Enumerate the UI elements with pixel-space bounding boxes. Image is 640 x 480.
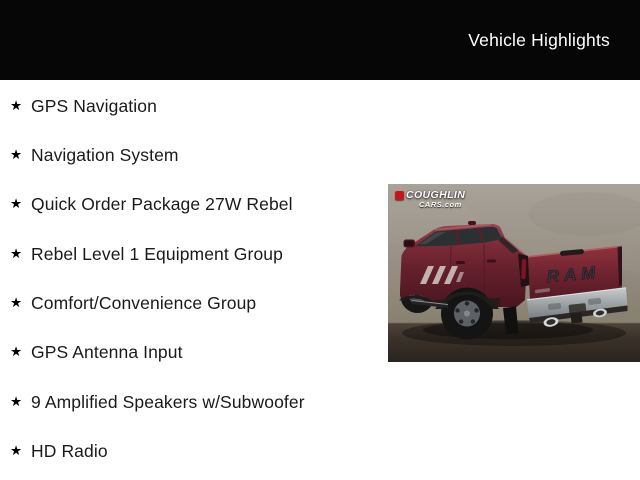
dealer-watermark [395, 190, 465, 208]
watermark-brand: COUGHLIN [406, 189, 466, 201]
highlight-item [0, 82, 380, 131]
highlight-item [0, 131, 380, 180]
star-bullet-icon: ★ [10, 344, 23, 361]
vehicle-highlights-list [0, 82, 380, 476]
star-bullet-icon: ★ [10, 393, 23, 410]
highlight-label: 9 Amplified Speakers w/Subwoofer [31, 391, 305, 412]
vehicle-photo [388, 184, 640, 362]
watermark-sub: CARS.com [419, 199, 462, 209]
highlight-item [0, 279, 380, 328]
highlight-item [0, 427, 380, 476]
header-bar [0, 0, 640, 80]
highlight-item [0, 181, 380, 230]
page-title: Vehicle Highlights [468, 29, 610, 50]
highlight-label: HD Radio [31, 440, 108, 461]
highlight-item [0, 378, 380, 427]
star-bullet-icon: ★ [10, 295, 23, 312]
highlight-label: Navigation System [31, 145, 179, 166]
highlight-item [0, 328, 380, 377]
highlight-label: GPS Antenna Input [31, 342, 183, 363]
star-bullet-icon: ★ [10, 442, 23, 459]
highlight-label: Quick Order Package 27W Rebel [31, 194, 293, 215]
highlight-label: Rebel Level 1 Equipment Group [31, 243, 283, 264]
coughlin-logo-icon [395, 191, 404, 200]
star-bullet-icon: ★ [10, 97, 23, 114]
highlight-label: Comfort/Convenience Group [31, 293, 257, 314]
highlight-label: GPS Navigation [31, 95, 157, 116]
tailgate-ram-badge: RAM [545, 262, 602, 287]
highlight-item [0, 230, 380, 279]
star-bullet-icon: ★ [10, 147, 23, 164]
star-bullet-icon: ★ [10, 196, 23, 213]
star-bullet-icon: ★ [10, 245, 23, 262]
vehicle-photo-art [388, 184, 640, 362]
